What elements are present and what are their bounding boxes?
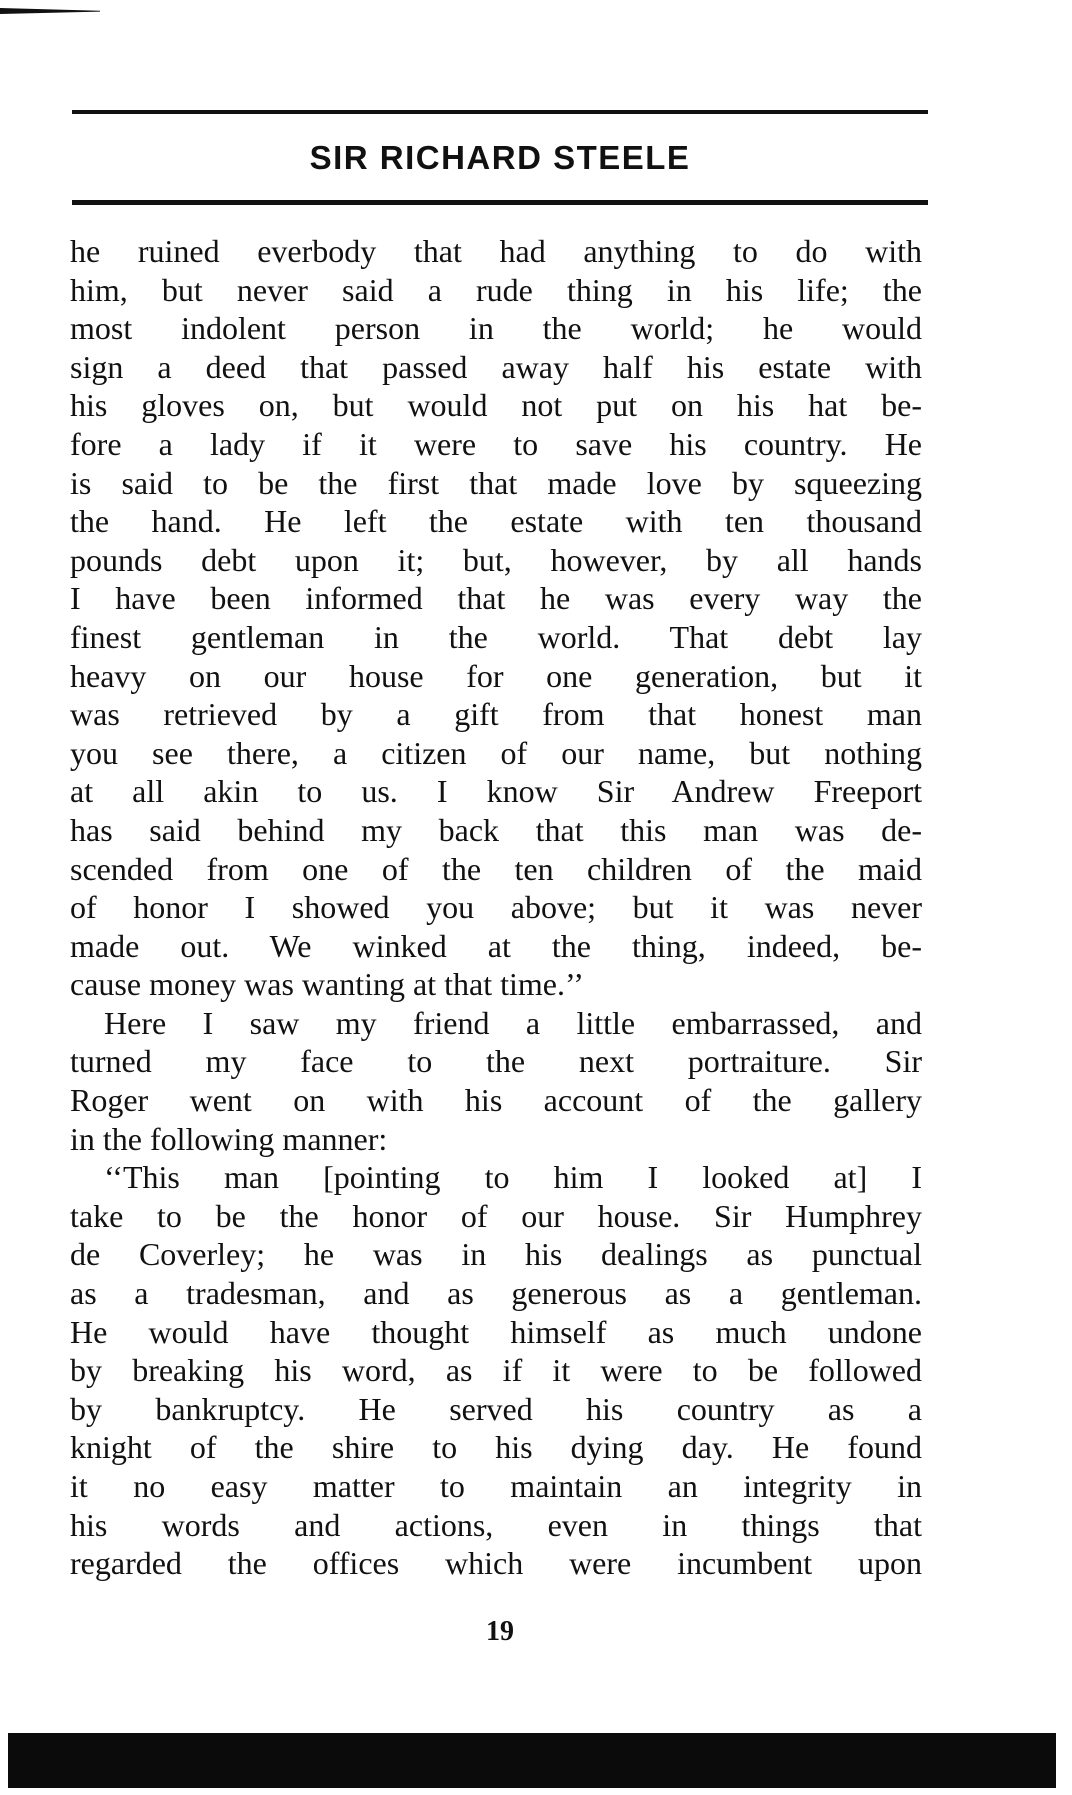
text-line: most indolent person in the world; he would <box>70 310 922 347</box>
text-line: turned my face to the next portraiture. Sir <box>70 1043 922 1080</box>
text-line: finest gentleman in the world. That debt lay <box>70 618 922 655</box>
text-line: you see there, a citizen of our name, but nothing <box>70 734 922 771</box>
text-line: made out. We winked at the thing, indeed, be- <box>70 927 922 964</box>
text-line: scended from one of the ten children of the maid <box>70 850 922 887</box>
text-line: cause money was wanting at that time.’’ <box>70 966 584 1003</box>
text-line: in the following manner: <box>70 1120 388 1157</box>
scan-bottom-edge <box>8 1733 1056 1788</box>
header-rule-top <box>72 110 928 114</box>
text-line: I have been informed that he was every way the <box>70 580 922 617</box>
text-line: fore a lady if it were to save his country. He <box>70 425 922 462</box>
text-line: him, but never said a rude thing in his life; the <box>70 271 922 308</box>
text-line: is said to be the first that made love by squeezing <box>70 464 922 501</box>
text-line: he ruined everbody that had anything to do with <box>70 233 922 269</box>
text-line: as a tradesman, and as generous as a gentleman. <box>70 1275 922 1312</box>
text-line: Roger went on with his account of the gallery <box>70 1082 922 1119</box>
text-line: sign a deed that passed away half his estate with <box>70 348 922 385</box>
running-head: SIR RICHARD STEELE <box>309 139 691 176</box>
text-line: ‘‘This man [pointing to him I looked at] I <box>104 1159 922 1196</box>
text-line: his words and actions, even in things that <box>70 1506 922 1543</box>
text-line: pounds debt upon it; but, however, by all hands <box>70 541 922 578</box>
text-line: He would have thought himself as much undone <box>70 1313 922 1350</box>
text-line: his gloves on, but would not put on his hat be- <box>70 387 922 424</box>
text-line: was retrieved by a gift from that honest man <box>70 696 922 733</box>
text-line: heavy on our house for one generation, but it <box>70 657 922 694</box>
text-line: has said behind my back that this man was de- <box>70 811 922 848</box>
header-rule-bottom <box>72 200 928 205</box>
page-number: 19 <box>486 1616 514 1647</box>
text-line: de Coverley; he was in his dealings as punctual <box>70 1236 922 1273</box>
text-line: of honor I showed you above; but it was never <box>70 889 922 926</box>
text-line: take to be the honor of our house. Sir Humphrey <box>70 1197 922 1234</box>
text-line: knight of the shire to his dying day. He found <box>70 1429 922 1466</box>
text-line: the hand. He left the estate with ten thousand <box>70 503 922 540</box>
text-line: it no easy matter to maintain an integrity in <box>70 1468 922 1504</box>
text-line: at all akin to us. I know Sir Andrew Freeport <box>70 773 922 810</box>
body-text <box>70 232 922 1583</box>
scan-corner-mark <box>0 8 100 14</box>
text-line: by breaking his word, as if it were to be followed <box>70 1352 922 1389</box>
text-line: by bankruptcy. He served his country as a <box>70 1390 922 1427</box>
text-line: Here I saw my friend a little embarrassed, and <box>104 1004 922 1041</box>
text-line: regarded the offices which were incumbent upon <box>70 1545 922 1582</box>
